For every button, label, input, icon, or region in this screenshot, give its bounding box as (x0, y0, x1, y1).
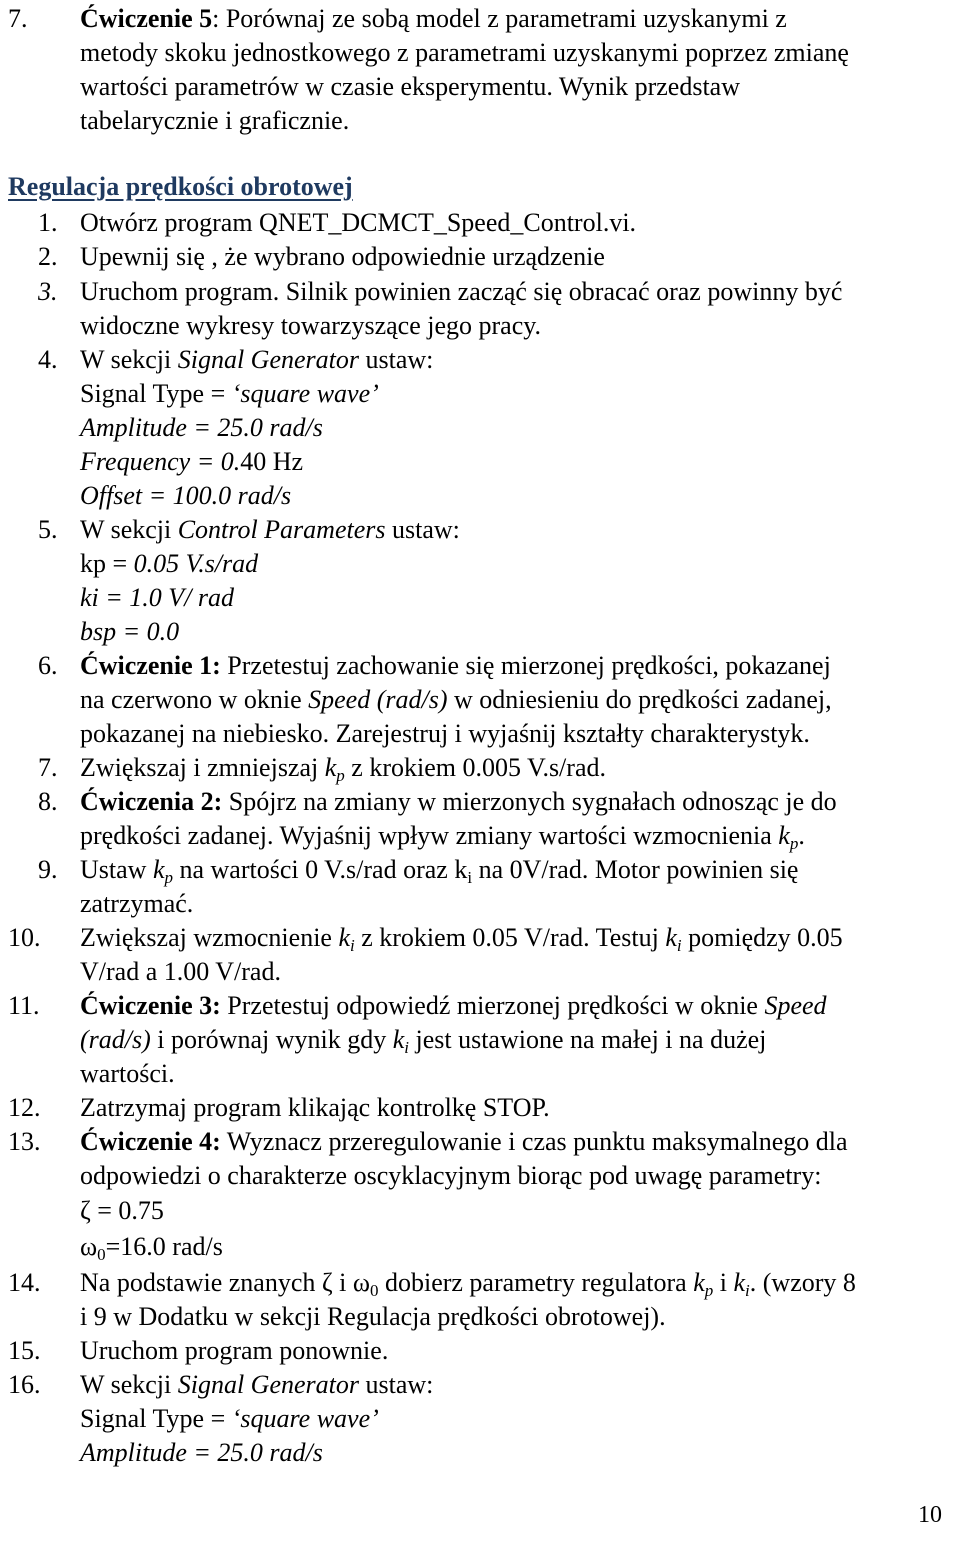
item-text: tabelarycznie i graficznie. (80, 106, 350, 135)
item-text: wartości parametrów w czasie eksperymentu. Wynik przedstaw (80, 72, 740, 101)
document-page: 7. Ćwiczenie 5: Porównaj ze sobą model z parametrami uzyskanymi z metody skoku jednostkowego z parametrami uzyskanymi poprzez zmianę wartości parametrów w czasie eksperymentu. Wynik przedstaw tabelarycznie i graficznie. Regulacja prędkości obrotowej 1. Otwórz program QNET_DCMCT_Speed_Control.vi. 2. Upewnij się , że wybrano odpowiednie urządzenie 3. Uruchom program. Silnik powinien zacząć się obracać oraz powinny być widoczne wykresy towarzyszące jego pracy. 4. W sekcji Signal Generator ustaw: Signal Type = ‘square wave’ Amplitude = 25.0 rad/s Frequency = 0.40 Hz Offset = 100.0 rad/s 5. W sekcji Control Parameters ustaw: kp = 0.05 V.s/rad ki = 1.0 V/ rad bsp = 0.0 6. Ćwiczenie 1: Przetestuj zachowanie się mierzonej prędkości, pokazanej na czerwono w oknie Speed (rad/s) w odniesieniu do prędkości zadanej, pokazanej na niebiesko. Zarejestruj i wyjaśnij kształty charakterystyk. 7. Zwiększaj i zmniejszaj $k_p$ z krokiem 0.005 V.s/rad. 8. Ćwiczenia 2: Spójrz na zmiany w mierzonych sygnałach odnosząc je do prędkości zadanej. Wyjaśnij wpływ zmiany wartości wzmocnienia $k_p$. 9. Ustaw $k_p$ na wartości 0 V.s/rad oraz $k_i$ na 0V/rad. Motor powinien się zatrzymać. 10. Zwiększaj wzmocnienie $k_i$ z krokiem 0.05 V/rad. Testuj $k_i$ pomiędzy 0.05 V/rad a 1.00 V/rad. 11. Ćwiczenie 3: Przetestuj odpowiedź mierzonej prędkości w oknie Speed (rad/s) i porównaj wynik gdy $k_i$ jest ustawione na małej i na dużej wartości. 12. Zatrzymaj program klikając kontrolkę STOP. 13. Ćwiczenie 4: Wyznacz przeregulowanie i czas punktu maksymalnego dla odpowiedzi o charakterze oscyklacyjnym biorąc pod uwagę parametry: ζ = 0.75 $\omega_0=16.0$ rad/s 14. Na podstawie znanych ζ i $\omega_0$ dobierz parametry regulatora $k_p$ i $k_i$. (wzory 8 i 9 w Dodatku w sekcji Regulacja prędkości obrotowej). 15. Uruchom program ponownie. 16. W sekcji Signal Generator ustaw: Signal Type = ‘square wave’ Amplitude = 25.0 rad/s 10 (0, 0, 960, 1547)
exercise-label: Ćwiczenie 5 (80, 4, 213, 33)
section-heading: Regulacja prędkości obrotowej (8, 172, 353, 201)
signal-type-setting: Signal Type = ‘square wave’ (80, 1404, 379, 1433)
zeta-parameter: ζ = 0.75 (80, 1196, 164, 1225)
ki-setting: ki = 1.0 V/ rad (80, 583, 235, 612)
bsp-setting: bsp = 0.0 (80, 617, 180, 646)
signal-type-setting: Signal Type = ‘square wave’ (80, 379, 379, 408)
omega-parameter: $\omega_0=16.0$ rad/s (80, 1232, 223, 1264)
item-number: 7. (8, 4, 28, 33)
offset-setting: Offset = 100.0 rad/s (80, 481, 292, 510)
item-text: metody skoku jednostkowego z parametrami uzyskanymi poprzez zmianę (80, 38, 849, 67)
item-text: Ćwiczenie 5: Porównaj ze sobą model z parametrami uzyskanymi z (80, 4, 787, 33)
page-number: 10 (918, 1502, 942, 1528)
frequency-setting: Frequency = 0.40 Hz (80, 447, 304, 476)
amplitude-setting: Amplitude = 25.0 rad/s (80, 1438, 323, 1467)
kp-setting: kp = 0.05 V.s/rad (80, 549, 259, 578)
amplitude-setting: Amplitude = 25.0 rad/s (80, 413, 323, 442)
